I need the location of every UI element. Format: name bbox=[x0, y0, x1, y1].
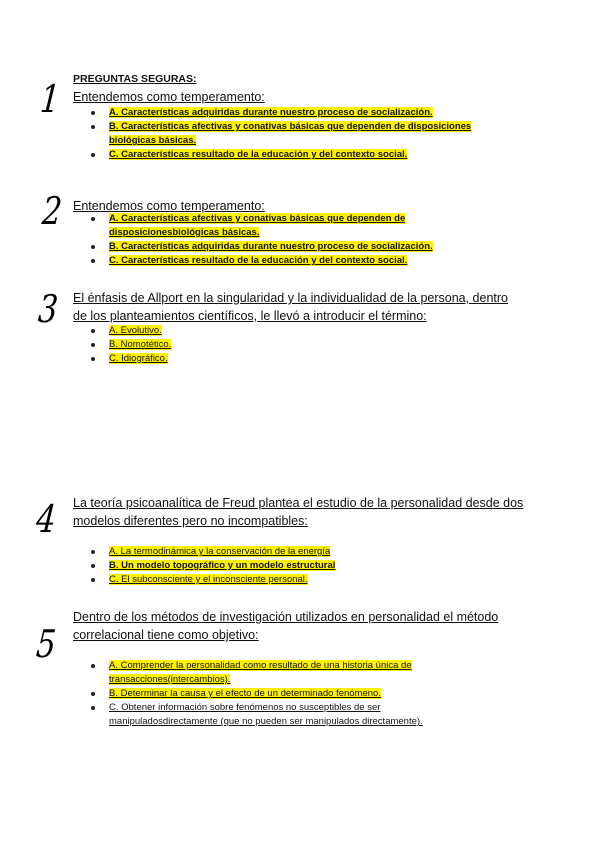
question-text: Entendemos como temperamento: bbox=[73, 90, 265, 104]
option-c: C. Obtener información sobre fenómenos no susceptibles de ser manipuladosdirectamente (que no pueden ser manipulados directamente). bbox=[88, 701, 448, 729]
handwritten-number: 3 bbox=[36, 287, 60, 331]
option-a: A. Evolutivo. bbox=[88, 324, 488, 338]
option-list bbox=[88, 212, 433, 268]
question-text: Dentro de los métodos de investigación utilizados en personalidad el método correlacional tiene como objetivo: bbox=[73, 610, 499, 642]
option-list bbox=[88, 659, 448, 729]
question-text: El énfasis de Allport en la singularidad y la individualidad de la persona, dentro de los planteamientos científicos, le llevó a introducir el término: bbox=[73, 291, 509, 323]
option-c: C. Características resultado de la educación y del contexto social. bbox=[88, 254, 433, 268]
option-b: B. Nomotético. bbox=[88, 338, 488, 352]
handwritten-number: 4 bbox=[34, 497, 58, 541]
question-text: La teoría psicoanalítica de Freud plantea el estudio de la personalidad desde dos modelos diferentes pero no incompatibles: bbox=[73, 496, 524, 528]
handwritten-number: 1 bbox=[38, 77, 62, 121]
option-list bbox=[88, 545, 488, 587]
page-title: PREGUNTAS SEGURAS: bbox=[73, 73, 197, 85]
option-list bbox=[88, 324, 488, 366]
option-list bbox=[88, 106, 508, 162]
option-a: A. Comprender la personalidad como resultado de una historia única de transacciones(intercambios). bbox=[88, 659, 448, 687]
option-b: B. Características afectivas y conativas básicas que dependen de disposiciones biológicas básicas. bbox=[88, 120, 508, 148]
handwritten-number: 2 bbox=[40, 189, 64, 233]
option-c: C. Idiográfico. bbox=[88, 352, 488, 366]
option-b: B. Determinar la causa y el efecto de un determinado fenómeno. bbox=[88, 687, 448, 701]
question-text: Entendemos como temperamento: bbox=[73, 199, 265, 213]
option-a: A. La termodinámica y la conservación de la energía bbox=[88, 545, 488, 559]
option-a: A. Características adquiridas durante nuestro proceso de socialización. bbox=[88, 106, 508, 120]
option-c: C. Características resultado de la educación y del contexto social. bbox=[88, 148, 508, 162]
handwritten-number: 5 bbox=[34, 622, 58, 666]
option-a: A. Características afectivas y conativas básicas que dependen de disposicionesbiológicas básicas. bbox=[88, 212, 433, 240]
option-c: C. El subconsciente y el inconsciente personal. bbox=[88, 573, 488, 587]
option-b: B. Características adquiridas durante nuestro proceso de socialización. bbox=[88, 240, 433, 254]
option-b: B. Un modelo topográfico y un modelo estructural bbox=[88, 559, 488, 573]
